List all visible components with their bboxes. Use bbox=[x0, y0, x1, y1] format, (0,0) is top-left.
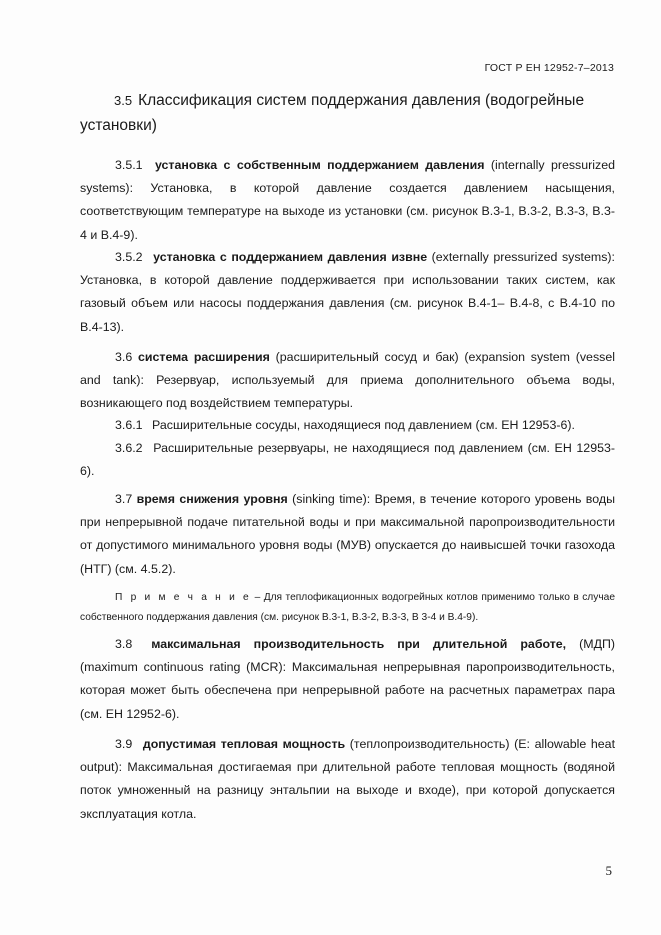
section-title-line2: установки) bbox=[80, 117, 157, 134]
section-heading bbox=[80, 88, 615, 138]
note-label: П р и м е ч а н и е bbox=[115, 592, 252, 603]
term: максимальная производительность при длительной работе, bbox=[151, 637, 567, 651]
standard-designation: ГОСТ Р ЕН 12952-7–2013 bbox=[484, 62, 614, 74]
paragraph-text: (internally pressurized systems): Установка, в которой давление создается давлением насыщения, соответствующим температуре на выходе из установки (см. рисунок В.3-1, В.3-2, В.3-3, В.3-4 и В.4-9). bbox=[80, 158, 615, 242]
paragraph-text: Расширительные резервуары, не находящиеся под давлением (см. ЕН 12953-6). bbox=[80, 441, 615, 479]
term: установка с собственным поддержанием давления bbox=[154, 158, 485, 172]
paragraph-3-6 bbox=[80, 346, 615, 416]
note bbox=[80, 588, 615, 627]
section-title-line1: Классификация систем поддержания давления (водогрейные bbox=[138, 92, 585, 109]
clause-number: 3.5.2 bbox=[115, 250, 143, 264]
paragraph-text: (теплопроизводительность) (E: allowable heat output): Максимальная достигаемая при длительной работе тепловая мощность (водяной поток умноженный на разницу энтальпии на выходе и входе), при которой допускается эксплуатация котла. bbox=[80, 737, 616, 821]
clause-number: 3.6.1 bbox=[115, 418, 143, 432]
clause-number: 3.5.1 bbox=[115, 158, 143, 172]
paragraph-3-5-2 bbox=[80, 246, 615, 339]
paragraph-3-6-2 bbox=[80, 437, 615, 483]
page-number: 5 bbox=[605, 863, 612, 878]
paragraph-3-6-1 bbox=[80, 414, 615, 437]
term: установка с поддержанием давления извне bbox=[153, 250, 428, 264]
paragraph-text: (расширительный сосуд и бак) (expansion system (vessel and tank): Резервуар, используемый для приема дополнительного объема воды, возникающего под воздействием температуры. bbox=[80, 350, 615, 411]
clause-number: 3.6 bbox=[115, 350, 133, 364]
paragraph-text: Расширительные сосуды, находящиеся под давлением (см. ЕН 12953-6). bbox=[152, 418, 575, 432]
paragraph-text: (sinking time): Время, в течение которого уровень воды при непрерывной подаче питательной воды и при максимальной паропроизводительности от допустимого минимального уровня воды (МУВ) опускается до наивысшей точки газохода (НТГ) (см. 4.5.2). bbox=[80, 492, 615, 576]
clause-number: 3.6.2 bbox=[115, 441, 143, 455]
paragraph-3-5-1 bbox=[80, 154, 615, 247]
term: допустимая тепловая мощность bbox=[142, 737, 346, 751]
note-text: – Для теплофикационных водогрейных котлов применимо только в случае собственного поддержания давления (см. рисунок В.3-1, В.3-2, В.3-3, В 3-4 и В.4-9). bbox=[80, 592, 615, 623]
section-number: 3.5 bbox=[114, 93, 133, 108]
term: время снижения уровня bbox=[136, 492, 288, 506]
paragraph-3-9 bbox=[80, 733, 615, 826]
paragraph-3-7 bbox=[80, 488, 615, 581]
clause-number: 3.8 bbox=[115, 637, 133, 651]
paragraph-3-8 bbox=[80, 633, 615, 726]
term: система расширения bbox=[137, 350, 270, 364]
paragraph-text: (externally pressurized systems): Установка, в которой давление поддерживается при использовании таких систем, как газовый объем или насосы поддержания давления (см. рисунок В.4-1– В.4-8, с В.4-10 по В.4-13). bbox=[80, 250, 615, 334]
paragraph-text: (МДП) (maximum continuous rating (MCR): Максимальная непрерывная паропроизводительность, которая может быть обеспечена при непрерывной работе на расчетных параметрах пара (см. ЕН 12952-6). bbox=[80, 637, 615, 721]
clause-number: 3.7 bbox=[115, 492, 133, 506]
clause-number: 3.9 bbox=[115, 737, 133, 751]
